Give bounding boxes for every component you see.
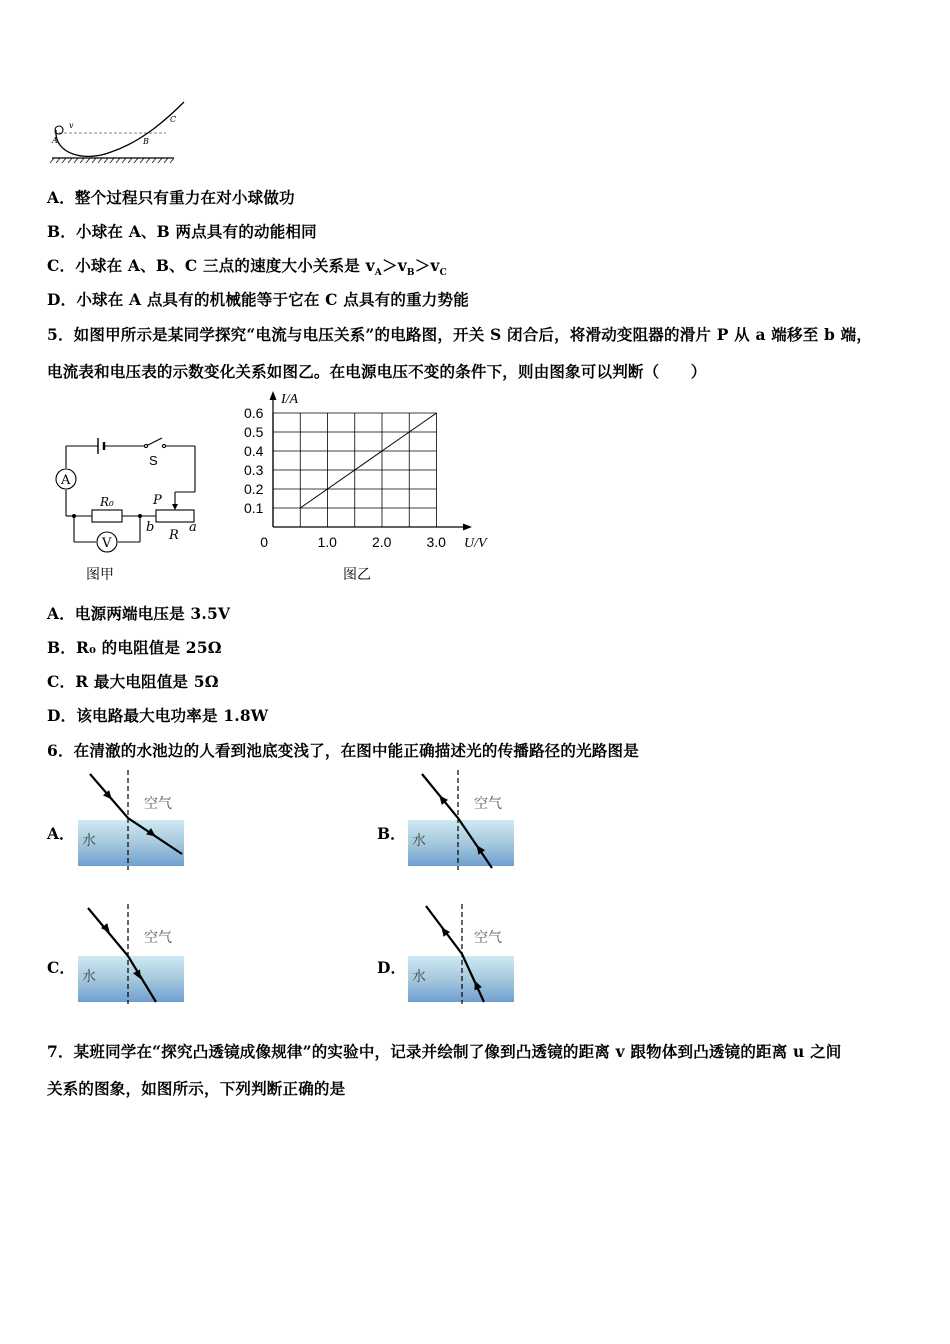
air-label: 空气 (144, 796, 172, 812)
q4-label-a: A (52, 136, 58, 145)
r0-label: R₀ (100, 495, 114, 509)
q6-option-d-letter: D． (377, 958, 406, 977)
y-tick-label: 0.4 (244, 443, 264, 459)
q4-option-b: B．小球在 A、B 两点具有的动能相同 (47, 222, 317, 241)
x-tick-label: 1.0 (317, 534, 337, 550)
q4-label-c: C (170, 115, 177, 124)
q4-track-figure (46, 100, 196, 166)
circuit-caption: 图甲 (86, 566, 114, 582)
q5-option-a: A．电源两端电压是 3.5V (47, 604, 231, 623)
q5-option-d: D．该电路最大电功率是 1.8W (47, 706, 269, 725)
rheostat-r-label: R (169, 528, 179, 543)
q5-stem-line-1: 5．如图甲所示是某同学探究“电流与电压关系”的电路图，开关 S 闭合后，将滑动变阻器的滑片 P 从 a 端移至 b 端， (47, 325, 873, 344)
q4-option-c-text: C．小球在 A、B、C 三点的速度大小关系是 v (47, 256, 375, 275)
voltmeter-label: V (102, 536, 112, 551)
q6-diagram-c (76, 904, 188, 1004)
q5-stem-line-2: 电流表和电压表的示数变化关系如图乙。在电源电压不变的条件下，则由图象可以判断（ ） (47, 362, 707, 381)
q4-option-d: D．小球在 A 点具有的机械能等于它在 C 点具有的重力势能 (47, 290, 469, 309)
y-tick-label: 0.2 (244, 481, 264, 497)
switch-label: S (149, 453, 158, 468)
x-tick-label: 3.0 (426, 534, 446, 550)
y-tick-label: 0.1 (244, 500, 264, 516)
x-axis-arrow (463, 524, 472, 531)
water-label: 水 (82, 833, 96, 849)
y-tick-label: 0.5 (244, 424, 264, 440)
x-tick-label: 2.0 (372, 534, 392, 550)
q4-label-v: v (69, 121, 74, 130)
y-axis-label: I/A (281, 392, 299, 407)
q6-stem: 6．在清澈的水池边的人看到池底变浅了，在图中能正确描述光的传播路径的光路图是 (47, 741, 639, 760)
q6-diagram-b (406, 770, 518, 870)
graph-caption: 图乙 (343, 566, 371, 582)
q6-diagram-d (406, 904, 518, 1004)
air-label: 空气 (144, 930, 172, 946)
q4-option-a: A．整个过程只有重力在对小球做功 (47, 188, 295, 207)
end-a-label: a (189, 520, 197, 535)
x-tick-label: 0 (260, 534, 268, 550)
slider-p-label: P (153, 493, 162, 508)
q6-option-c-letter: C． (47, 958, 75, 977)
y-tick-label: 0.6 (244, 405, 264, 421)
q4-option-c: C．小球在 A、B、C 三点的速度大小关系是 $v_A>v_B>v_C$ (47, 256, 448, 279)
q5-iu-graph (236, 390, 506, 562)
water-label: 水 (412, 833, 426, 849)
q6-option-b-letter: B． (377, 824, 406, 843)
q6-option-a-letter: A． (47, 824, 75, 843)
q5-circuit-diagram (48, 432, 218, 582)
q5-option-b: B．R₀ 的电阻值是 25Ω (47, 638, 222, 657)
q4-label-b: B (143, 137, 149, 146)
end-b-label: b (146, 520, 155, 535)
water-label: 水 (412, 969, 426, 985)
y-tick-label: 0.3 (244, 462, 264, 478)
air-label: 空气 (474, 796, 502, 812)
x-axis-label: U/V (464, 536, 487, 551)
q7-stem-line-2: 关系的图象，如图所示，下列判断正确的是 (47, 1079, 346, 1098)
y-axis-arrow (270, 391, 277, 400)
ammeter-label: A (61, 473, 71, 488)
q7-stem-line-1: 7．某班同学在“探究凸透镜成像规律”的实验中，记录并绘制了像到凸透镜的距离 v 跟物体到凸透镜的距离 u 之间 (47, 1042, 842, 1061)
data-line-i-u (300, 413, 436, 508)
q6-diagram-a (76, 770, 188, 870)
air-label: 空气 (474, 930, 502, 946)
q5-option-c: C．R 最大电阻值是 5Ω (47, 672, 219, 691)
water-label: 水 (82, 969, 96, 985)
